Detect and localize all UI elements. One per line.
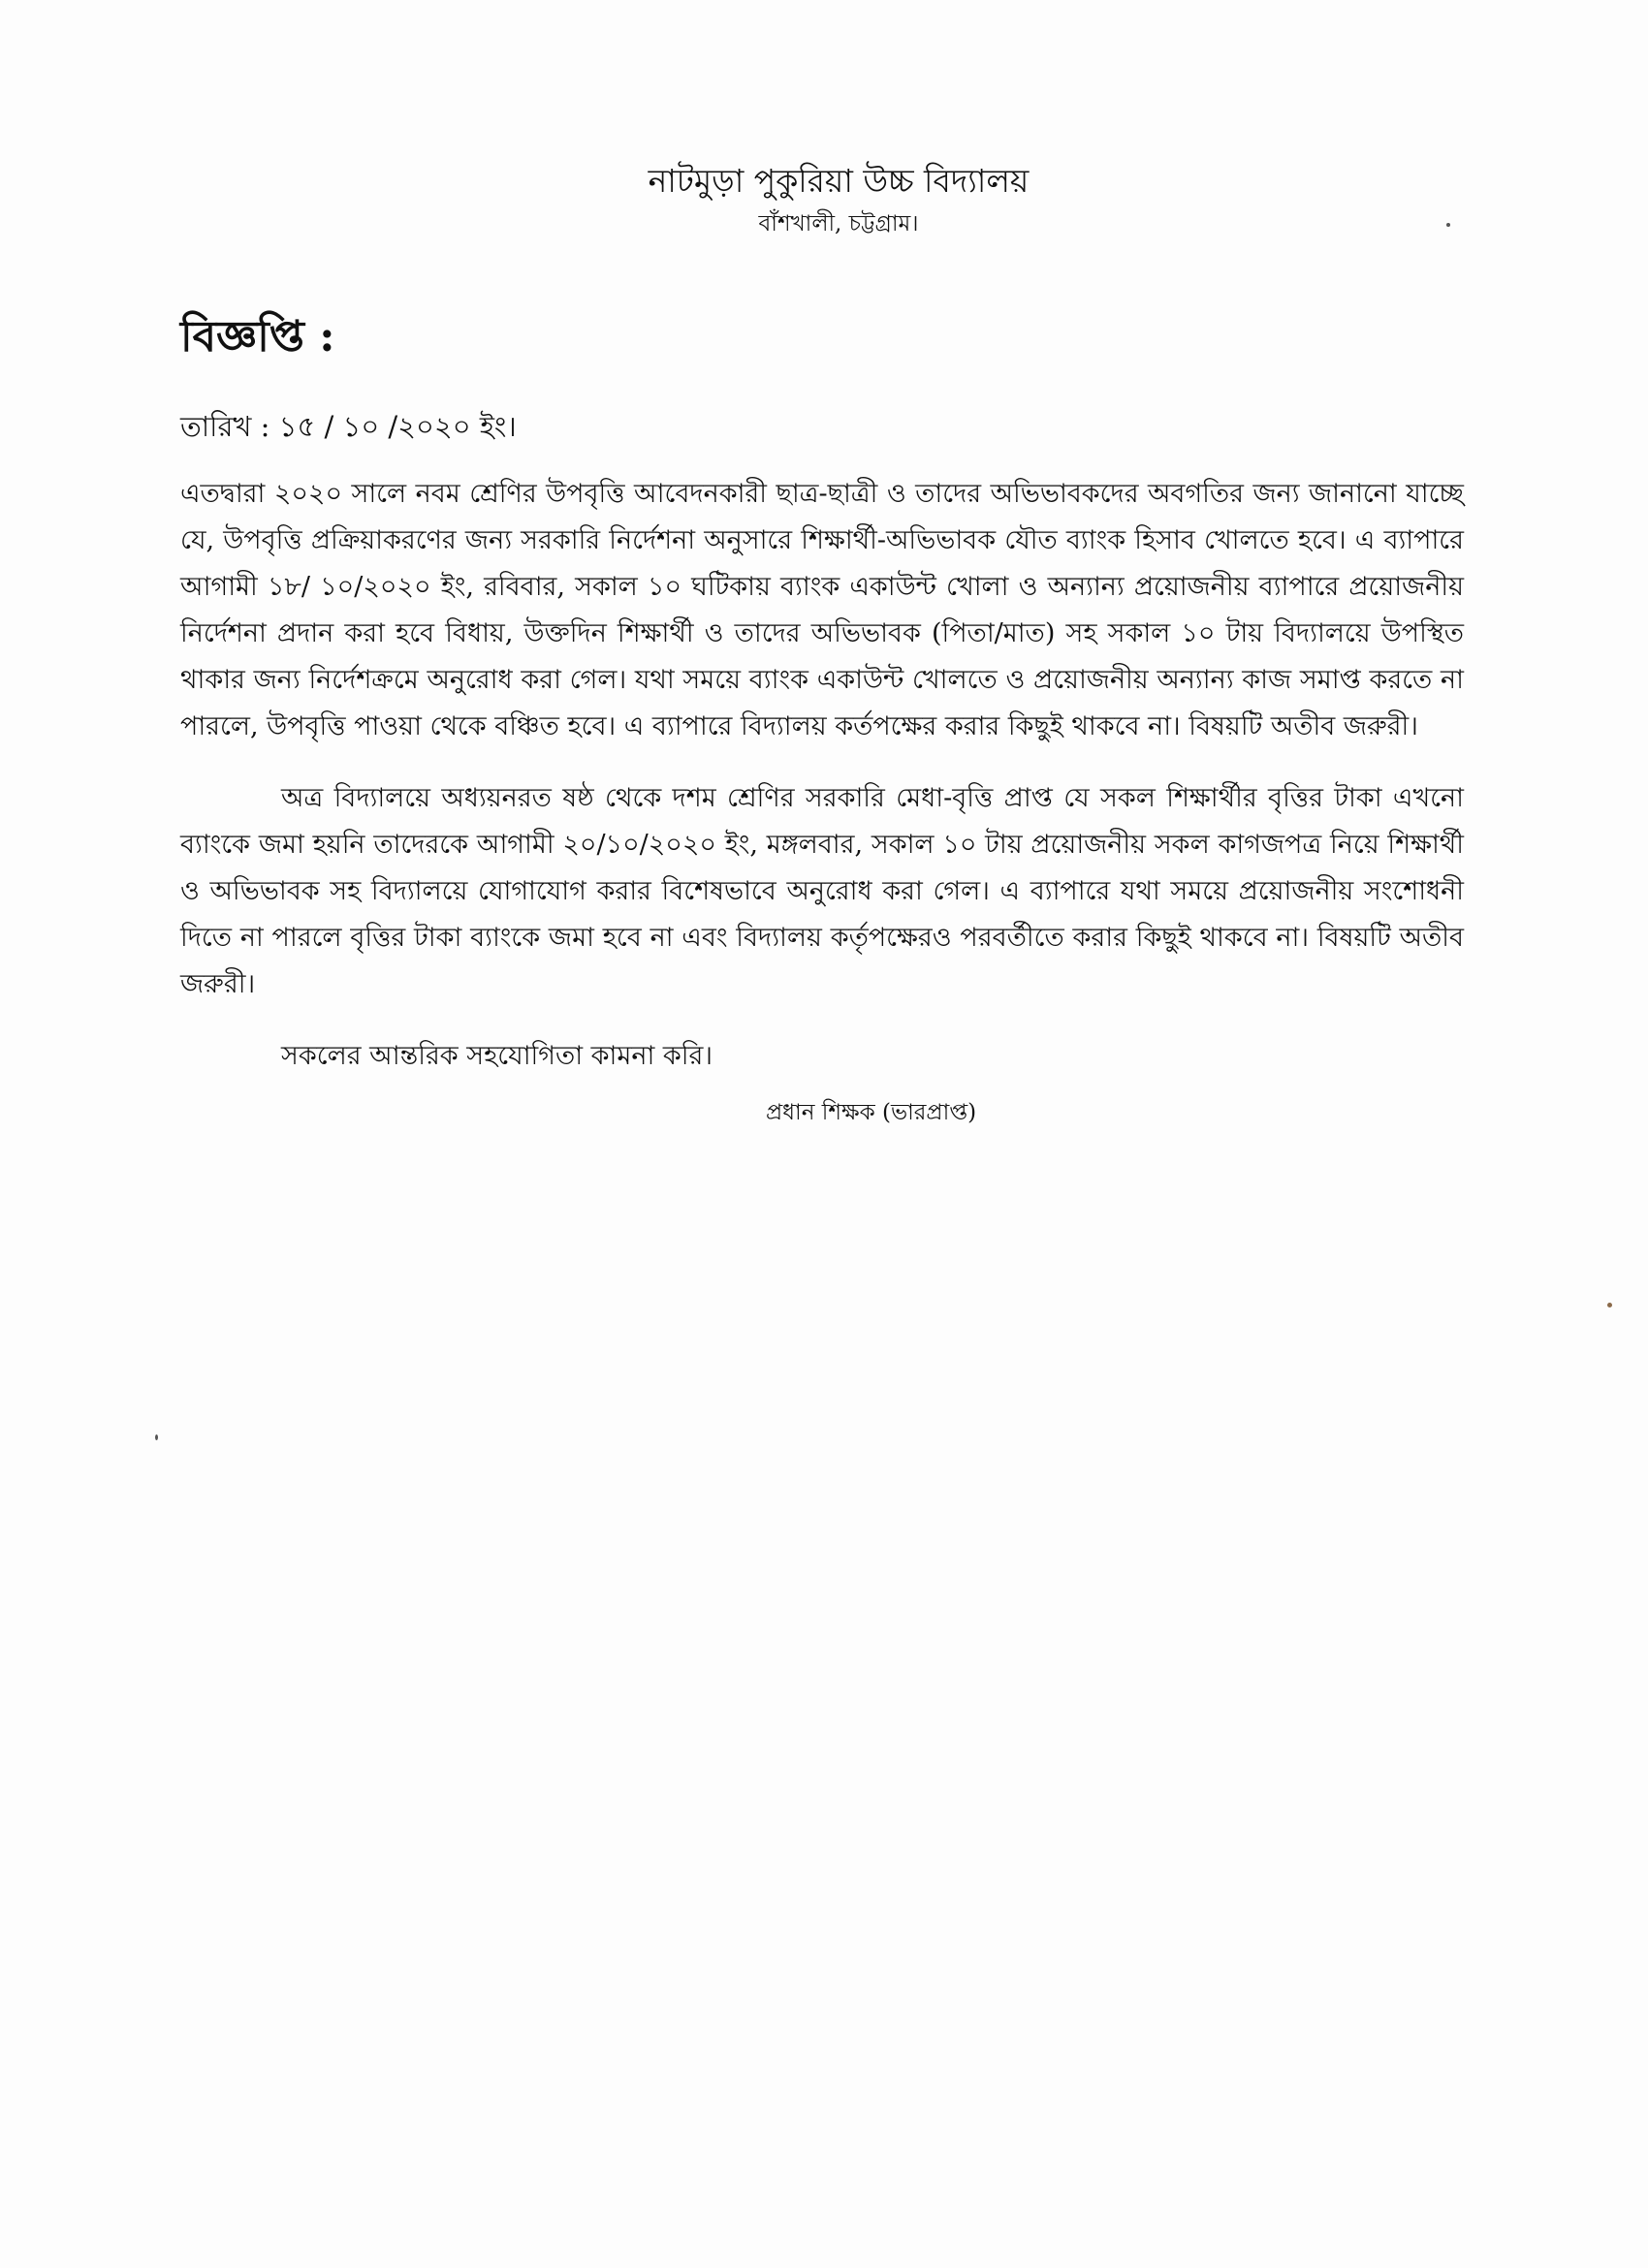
scan-speck [155,1434,158,1440]
notice-paragraph-stipend: এতদ্বারা ২০২০ সালে নবম শ্রেণির উপবৃত্তি আবেদনকারী ছাত্র-ছাত্রী ও তাদের অভিভাবকদের অবগতির জন্য জানানো যাচ্ছে যে, উপবৃত্তি প্রক্রিয়াকরণের জন্য সরকারি নির্দেশনা অনুসারে শিক্ষার্থী-অভিভাবক যৌত ব্যাংক হিসাব খোলতে হবে। এ ব্যাপারে আগামী ১৮/ ১০/২০২০ ইং, রবিবার, সকাল ১০ ঘটিকায় ব্যাংক একাউন্ট খোলা ও অন্যান্য প্রয়োজনীয় ব্যাপারে প্রয়োজনীয় নির্দেশনা প্রদান করা হবে বিধায়, উক্তদিন শিক্ষার্থী ও তাদের অভিভাবক (পিতা/মাত) সহ সকাল ১০ টায় বিদ্যালয়ে উপস্থিত থাকার জন্য নির্দেশক্রমে অনুরোধ করা গেল। যথা সময়ে ব্যাংক একাউন্ট খোলতে ও প্রয়োজনীয় অন্যান্য কাজ সমাপ্ত করতে না পারলে, উপবৃত্তি পাওয়া থেকে বঞ্চিত হবে। এ ব্যাপারে বিদ্যালয় কর্তপক্ষের করার কিছুই থাকবে না। বিষয়টি অতীব জরুরী। [180,479,1464,741]
date-label: তারিখ : [180,410,279,443]
scan-speck [1607,1303,1612,1307]
school-address: বাঁশখালী, চট্টগ্রাম। [758,211,919,236]
notice-paragraph-scholarship: অত্র বিদ্যালয়ে অধ্যয়নরত ষষ্ঠ থেকে দশম শ্রেণির সরকারি মেধা-বৃত্তি প্রাপ্ত যে সকল শিক্ষার্থীর বৃত্তির টাকা এখনো ব্যাংকে জমা হয়নি তাদেরকে আগামী ২০/১০/২০২০ ইং, মঙ্গলবার, সকাল ১০ টায় প্রয়োজনীয় সকল কাগজপত্র নিয়ে শিক্ষার্থী ও অভিভাবক সহ বিদ্যালয়ে যোগাযোগ করার বিশেষভাবে অনুরোধ করা গেল। এ ব্যাপারে যথা সময়ে প্রয়োজনীয় সংশোধনী দিতে না পারলে বৃত্তির টাকা ব্যাংকে জমা হবে না এবং বিদ্যালয় কর্তৃপক্ষেরও পরবর্তীতে করার কিছুই থাকবে না। বিষয়টি অতীব জরুরী। [180,783,1464,999]
signature-block: প্রধান শিক্ষক (ভারপ্রাপ্ত) [766,1100,977,1125]
school-name: নাটমুড়া পুকুরিয়া উচ্চ বিদ্যালয় [648,162,1030,200]
closing-line: সকলের আন্তরিক সহযোগিতা কামনা করি। [281,1041,713,1071]
scan-speck [1446,223,1450,227]
date-value: ১৫ / ১০ /২০২০ ইং। [278,410,517,443]
notice-heading: বিজ্ঞপ্তি : [180,312,335,362]
date-line [180,407,517,446]
letterhead [0,160,1648,241]
